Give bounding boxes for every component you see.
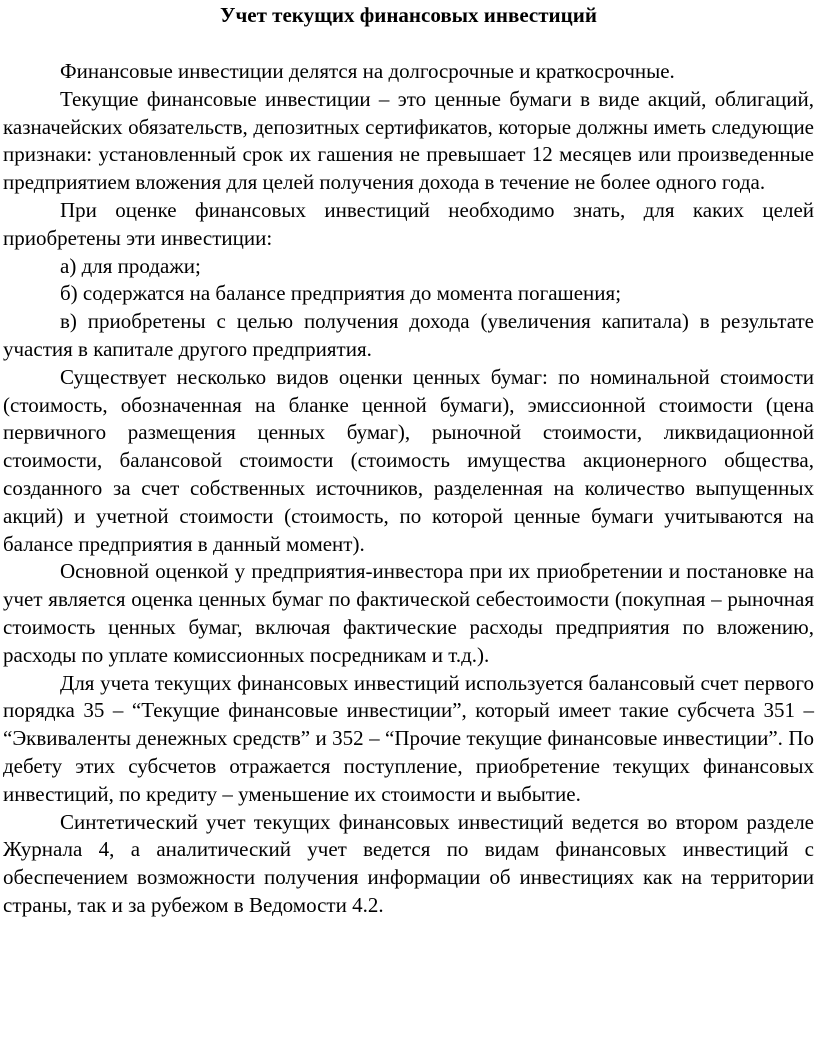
list-item-a: а) для продажи;	[60, 253, 201, 278]
list-item-b: б) содержатся на балансе предприятия до момента погашения;	[60, 281, 622, 306]
paragraph-synthetic-accounting: Синтетический учет текущих финансовых инвестиций ведется во втором разделе Журнала 4, а аналитический учет ведется по видам финансовых инвестиций с обеспечением возможности получения информации об инвестициях как на территории страны, так и за рубежом в Ведомости 4.2.	[3, 809, 814, 917]
paragraph-main-valuation: Основной оценкой у предприятия-инвестора при их приобретении и постановке на учет является оценка ценных бумаг по фактической себестоимости (покупная – рыночная стоимость ценных бумаг, включая фактические расходы предприятия по вложению, расходы по уплате комиссионных посредникам и т.д.).	[3, 559, 814, 667]
paragraph-valuation-types: Существует несколько видов оценки ценных бумаг: по номинальной стоимости (стоимость, обозначенная на бланке ценной бумаги), эмиссионной стоимости (цена первичного размещения ценных бумаг), рыночной стоимости, ликвидационной стоимости, балансовой стоимости (стоимость имущества акционерного общества, созданного за счет собственных источников, разделенная на количество выпущенных акций) и учетной стоимости (стоимость, по которой ценные бумаги учитываются на балансе предприятия в данный момент).	[3, 364, 814, 556]
paragraph-evaluation-purpose: При оценке финансовых инвестиций необходимо знать, для каких целей приобретены эти инвестиции:	[3, 197, 814, 250]
paragraph-investment-types: Финансовые инвестиции делятся на долгосрочные и краткосрочные.	[60, 59, 675, 83]
paragraph-account-35: Для учета текущих финансовых инвестиций используется балансовый счет первого порядка 35 – “Текущие финансовые инвестиции”, который имеет такие субсчета 351 – “Эквиваленты денежных средств” и 352 – “Прочие текущие финансовые инвестиции”. По дебету этих субсчетов отражается поступление, приобретение текущих финансовых инвестиций, по кредиту – уменьшение их стоимости и выбытие.	[3, 670, 814, 806]
list-item-v: в) приобретены с целью получения дохода (увеличения капитала) в результате участия в капитале другого предприятия.	[3, 309, 814, 361]
document-title: Учет текущих финансовых инвестиций	[220, 3, 597, 27]
paragraph-current-investments-definition: Текущие финансовые инвестиции – это ценные бумаги в виде акций, облигаций, казначейских обязательств, депозитных сертификатов, которые должны иметь следующие признаки: установленный срок их гашения не превышает 12 месяцев или произведенные предприятием вложения для целей получения дохода в течение не более одного года.	[3, 86, 814, 195]
